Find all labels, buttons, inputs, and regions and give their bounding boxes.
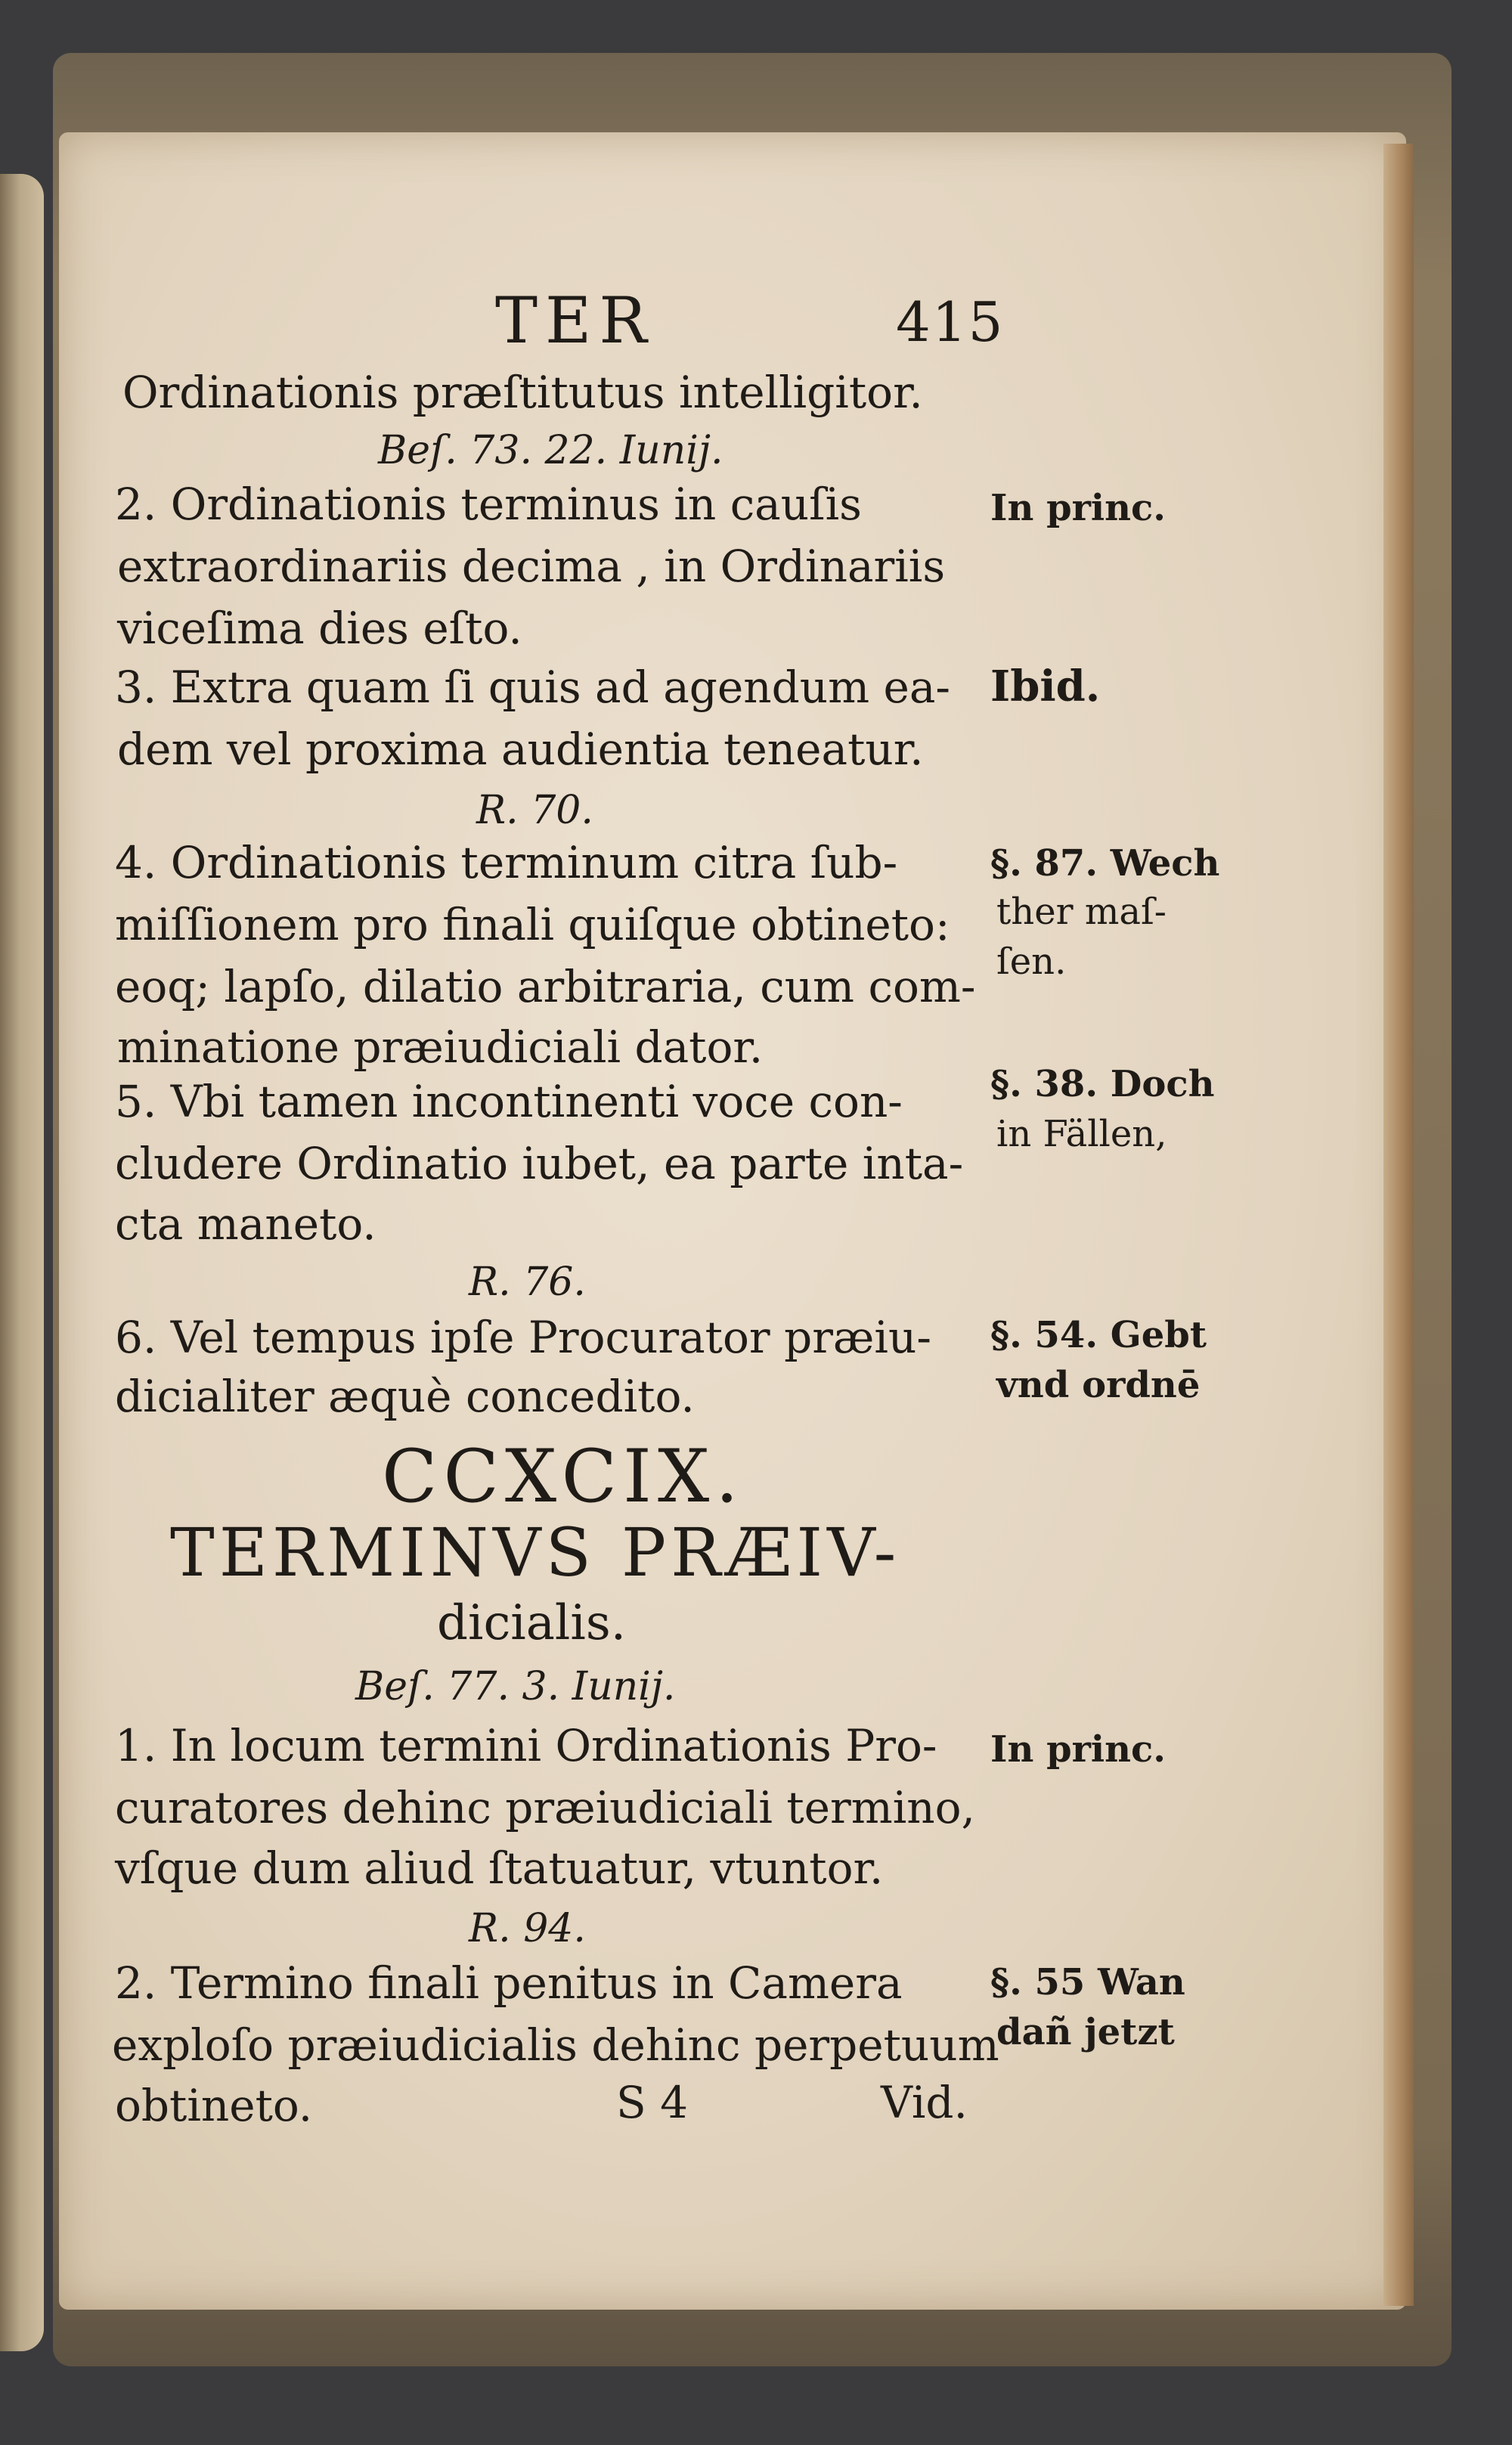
signature-mark: S 4 <box>616 2077 689 2128</box>
text-line: extraordinariis decima , in Ordinariis <box>117 541 946 592</box>
text-line: vſque dum aliud ſtatuatur, vtuntor. <box>115 1842 884 1894</box>
text-line: eoq; lapſo, dilatio arbitraria, cum com- <box>115 961 976 1012</box>
text-line: minatione præiudiciali dator. <box>117 1021 764 1073</box>
text-line: 6. Vel tempus ipſe Procurator præiu- <box>115 1312 931 1363</box>
text-line: 4. Ordinationis terminum citra ſub- <box>115 837 898 888</box>
citation-line: Beſ. 77. 3. Iunij. <box>355 1664 676 1709</box>
page-number: 415 <box>896 290 1005 354</box>
catchword: Vid. <box>881 2077 968 2128</box>
citation-line: R. 94. <box>469 1906 586 1951</box>
text-line: dem vel proxima audientia teneatur. <box>117 724 924 775</box>
text-line: miſſionem pro finali quiſque obtineto: <box>115 899 950 950</box>
text-line: curatores dehinc præiudiciali termino, <box>115 1782 975 1833</box>
section-heading: TERMINVS PRÆIV- <box>170 1514 901 1591</box>
margin-note: Ibid. <box>990 662 1101 711</box>
text-line: exploſo præiudicialis dehinc perpetuum <box>112 2019 999 2071</box>
margin-note: in Fällen, <box>996 1113 1167 1155</box>
margin-note: §. 55 Wan <box>990 1961 1185 2003</box>
margin-note: dañ jetzt <box>996 2011 1175 2053</box>
text-line: dicialiter æquè concedito. <box>115 1371 695 1422</box>
citation-line: R. 76. <box>469 1260 586 1305</box>
margin-note: In princ. <box>990 1728 1166 1771</box>
page-fore-edge <box>1383 144 1414 2306</box>
margin-note: vnd ordnē <box>996 1364 1201 1406</box>
citation-line: R. 70. <box>476 788 593 833</box>
margin-note: §. 87. Wech <box>990 842 1220 885</box>
text-line: cludere Ordinatio iubet, ea parte inta- <box>115 1138 964 1189</box>
margin-note: In princ. <box>990 487 1166 529</box>
text-line: 2. Ordinationis terminus in cauſis <box>115 479 862 530</box>
text-line: cta maneto. <box>115 1198 376 1250</box>
citation-line: Beſ. 73. 22. Iunij. <box>378 428 723 473</box>
margin-note: §. 38. Doch <box>990 1063 1215 1105</box>
margin-note: ther maſ- <box>996 891 1167 933</box>
facing-page-edge <box>0 174 44 2351</box>
text-line: 1. In locum termini Ordinationis Pro- <box>115 1720 937 1771</box>
margin-note: ſen. <box>996 941 1067 983</box>
text-line: obtineto. <box>115 2080 313 2131</box>
section-heading-cont: dicialis. <box>437 1595 627 1651</box>
text-line: 2. Termino finali penitus in Camera <box>115 1957 903 2009</box>
text-line: Ordinationis præſtitutus intelligitor. <box>122 367 923 418</box>
text-line: viceſima dies eſto. <box>117 603 522 654</box>
text-line: 5. Vbi tamen incontinenti voce con- <box>115 1076 903 1127</box>
margin-note: §. 54. Gebt <box>990 1314 1207 1356</box>
text-line: 3. Extra quam ſi quis ad agendum ea- <box>115 662 951 713</box>
running-title: TER <box>495 284 655 358</box>
section-number: CCXCIX. <box>382 1434 745 1519</box>
